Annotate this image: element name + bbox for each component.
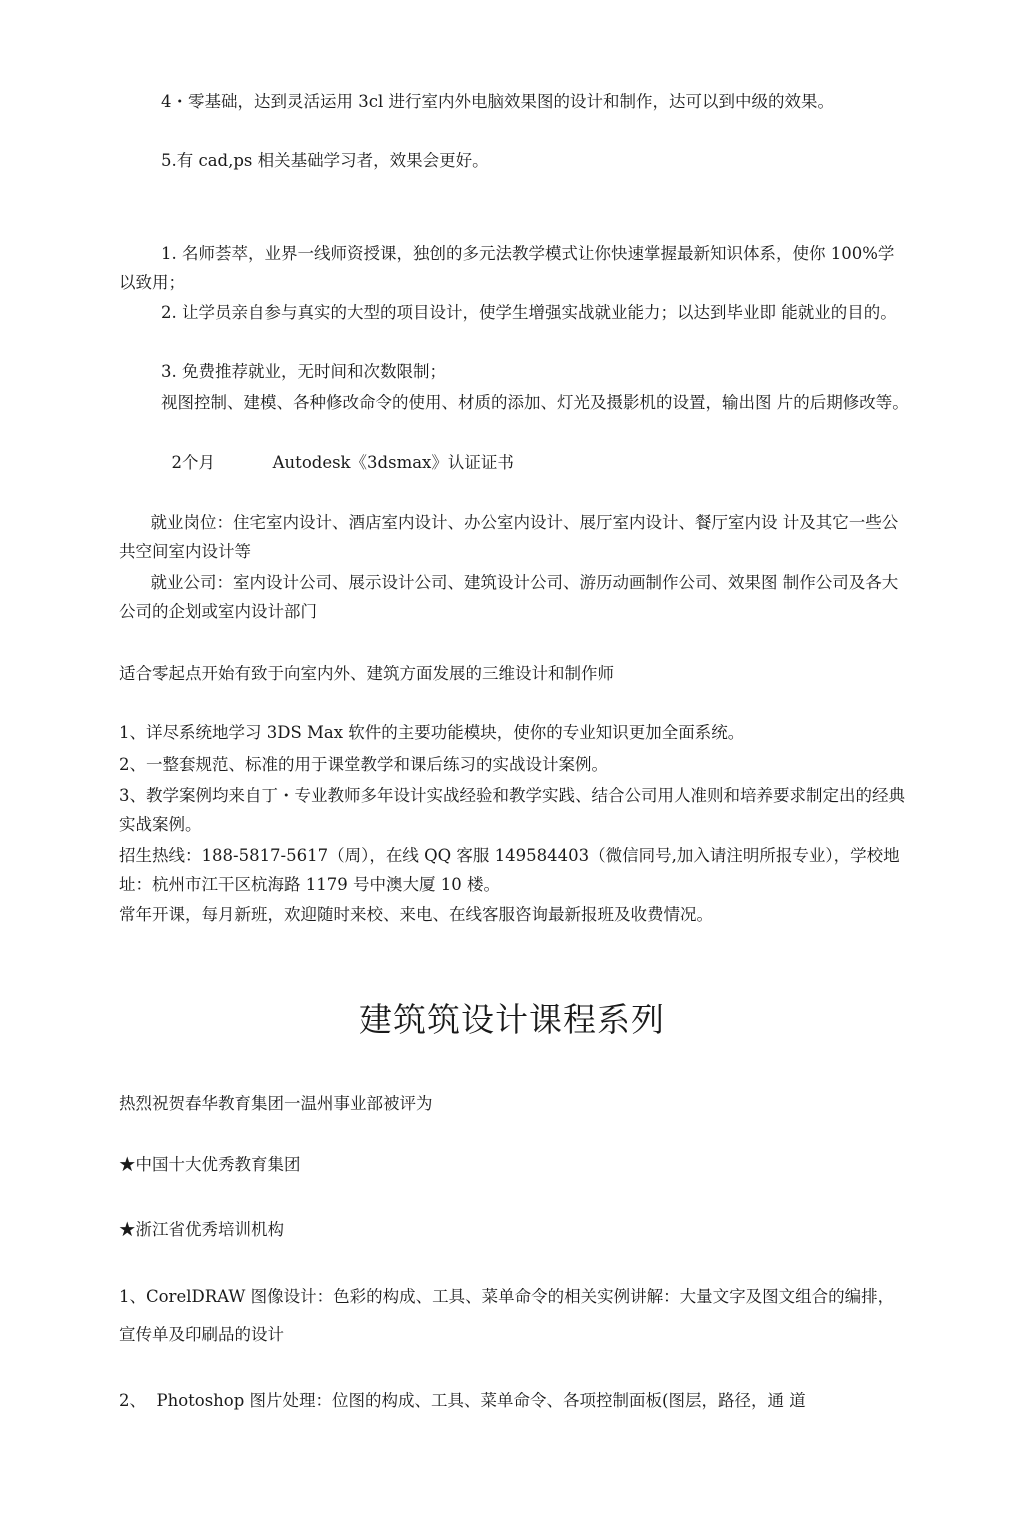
zero-basis-paragraph: 4・零基础，达到灵活运用 3cl 进行室内外电脑效果图的设计和制作，达可以到中级的效果。 (119, 92, 834, 111)
page-title: 建筑筑设计课程系列 (359, 1000, 665, 1039)
advantage-3: 3、教学案例均来自丁・专业教师多年设计实战经验和教学实践、结合公司用人准则和培养要求制定出的经典实战案例。 (119, 786, 905, 834)
award-national: ★中国十大优秀教育集团 (119, 1155, 301, 1174)
advantage-2: 2、一整套规范、标准的用于课堂教学和课后练习的实战设计案例。 (119, 755, 608, 774)
job-companies: 就业公司：室内设计公司、展示设计公司、建筑设计公司、游历动画制作公司、效果图 制作公司及各大公司的企划或室内设计部门 (119, 573, 899, 621)
cad-ps-paragraph: 5.有 cad,ps 相关基础学习者，效果会更好。 (119, 151, 489, 170)
award-provincial: ★浙江省优秀培训机构 (119, 1220, 284, 1239)
feature-teachers: 1. 名师荟萃，业界一线师资授课，独创的多元法教学模式让你快速掌握最新知识体系，使你 100%学以致用； (119, 244, 895, 292)
schedule-info: 常年开课，每月新班，欢迎随时来校、来电、在线客服咨询最新报班及收费情况。 (119, 905, 713, 924)
job-positions: 就业岗位：住宅室内设计、酒店室内设计、办公室内设计、展厅室内设计、餐厅室内设 计及其它一些公共空间室内设计等 (119, 513, 899, 561)
suitable-audience: 适合零起点开始有致于向室内外、建筑方面发展的三维设计和制作师 (119, 664, 614, 683)
contact-info: 招生热线：188-5817-5617（周），在线 QQ 客服 149584403（微信同号,加入请注明所报专业），学校地址：杭州市江干区杭海路 1179 号中澳大厦 10 楼。 (119, 846, 900, 894)
feature-projects: 2. 让学员亲自参与真实的大型的项目设计，使学生增强实战就业能力；以达到毕业即 能就业的目的。 (119, 303, 897, 322)
course-coreldraw: 1、CorelDRAW 图像设计：色彩的构成、工具、菜单命令的相关实例讲解：大量文字及图文组合的编排，宣传单及印刷品的设计 (119, 1287, 895, 1344)
advantage-1: 1、详尽系统地学习 3DS Max 软件的主要功能模块，使你的专业知识更加全面系统。 (119, 723, 745, 742)
feature-employment: 3. 免费推荐就业，无时间和次数限制； (119, 362, 446, 381)
course-photoshop: 2、 Photoshop 图片处理：位图的构成、工具、菜单命令、各项控制面板(图层，路径，通 道 (119, 1391, 806, 1410)
duration-certificate: 2个月 Autodesk《3dsmax》认证证书 (119, 453, 514, 472)
congrats-line: 热烈祝贺春华教育集团一温州事业部被评为 (119, 1094, 433, 1113)
course-content: 视图控制、建模、各种修改命令的使用、材质的添加、灯光及摄影机的设置，输出图 片的后期修改等。 (119, 393, 909, 412)
